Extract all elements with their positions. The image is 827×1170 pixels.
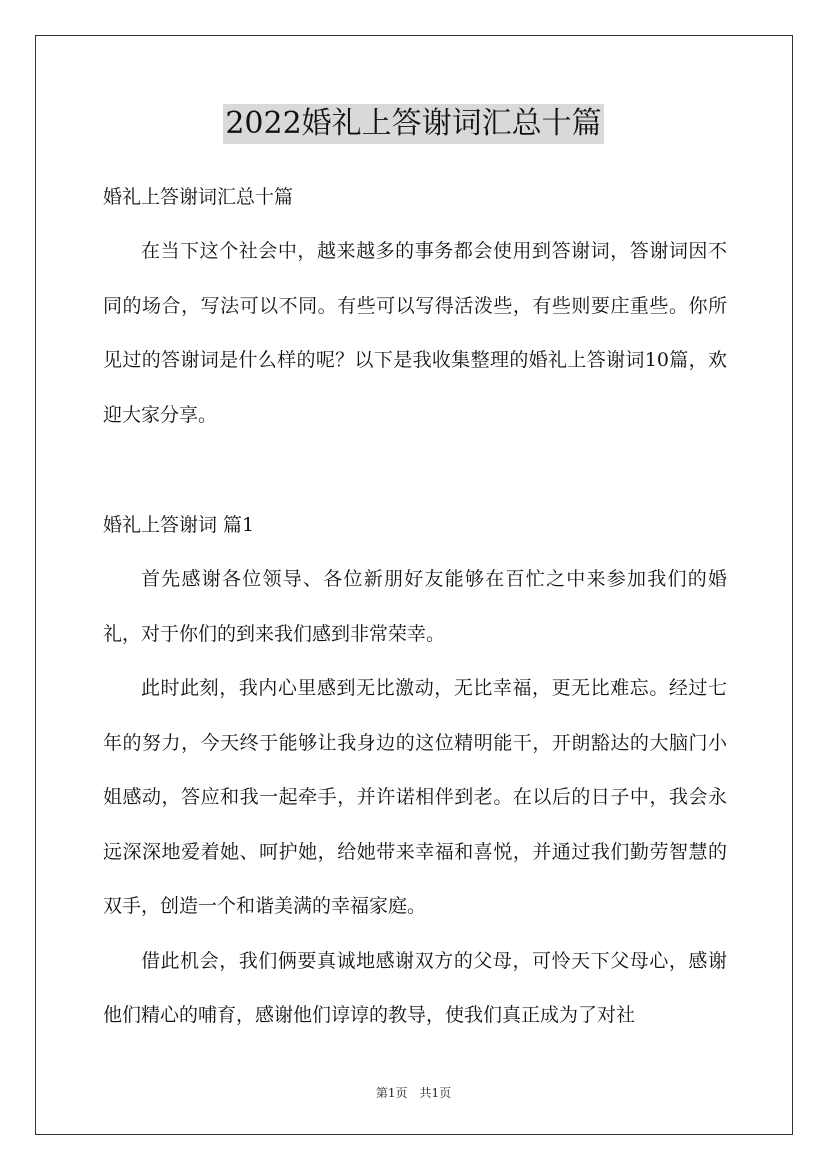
body-paragraph: 借此机会，我们俩要真诚地感谢双方的父母，可怜天下父母心，感谢他们精心的哺育，感谢他们谆谆的教导，使我们真正成为了对社 [103, 949, 727, 1026]
body-paragraph: 首先感谢各位领导、各位新朋好友能够在百忙之中来参加我们的婚礼，对于你们的到来我们感到非常荣幸。 [103, 568, 727, 645]
page-footer [0, 1085, 827, 1101]
document-title: 2022婚礼上答谢词汇总十篇 [223, 104, 603, 144]
document-body [103, 170, 727, 1043]
document-subtitle: 婚礼上答谢词汇总十篇 [103, 186, 294, 208]
title-wrap [0, 104, 827, 144]
page-number: 第1页 [375, 1086, 408, 1100]
section-heading: 婚礼上答谢词 篇1 [103, 514, 255, 536]
intro-paragraph: 在当下这个社会中，越来越多的事务都会使用到答谢词，答谢词因不同的场合，写法可以不同。有些可以写得活泼些，有些则要庄重些。你所见过的答谢词是什么样的呢？以下是我收集整理的婚礼上答谢词10篇，欢迎大家分享。 [103, 240, 727, 426]
section-spacer [103, 442, 727, 498]
page-total: 共1页 [419, 1086, 452, 1100]
body-paragraph: 此时此刻，我内心里感到无比激动，无比幸福，更无比难忘。经过七年的努力，今天终于能够让我身边的这位精明能干，开朗豁达的大脑门小姐感动，答应和我一起牵手，并许诺相伴到老。在以后的日子中，我会永远深深地爱着她、呵护她，给她带来幸福和喜悦，并通过我们勤劳智慧的双手，创造一个和谐美满的幸福家庭。 [103, 677, 727, 917]
